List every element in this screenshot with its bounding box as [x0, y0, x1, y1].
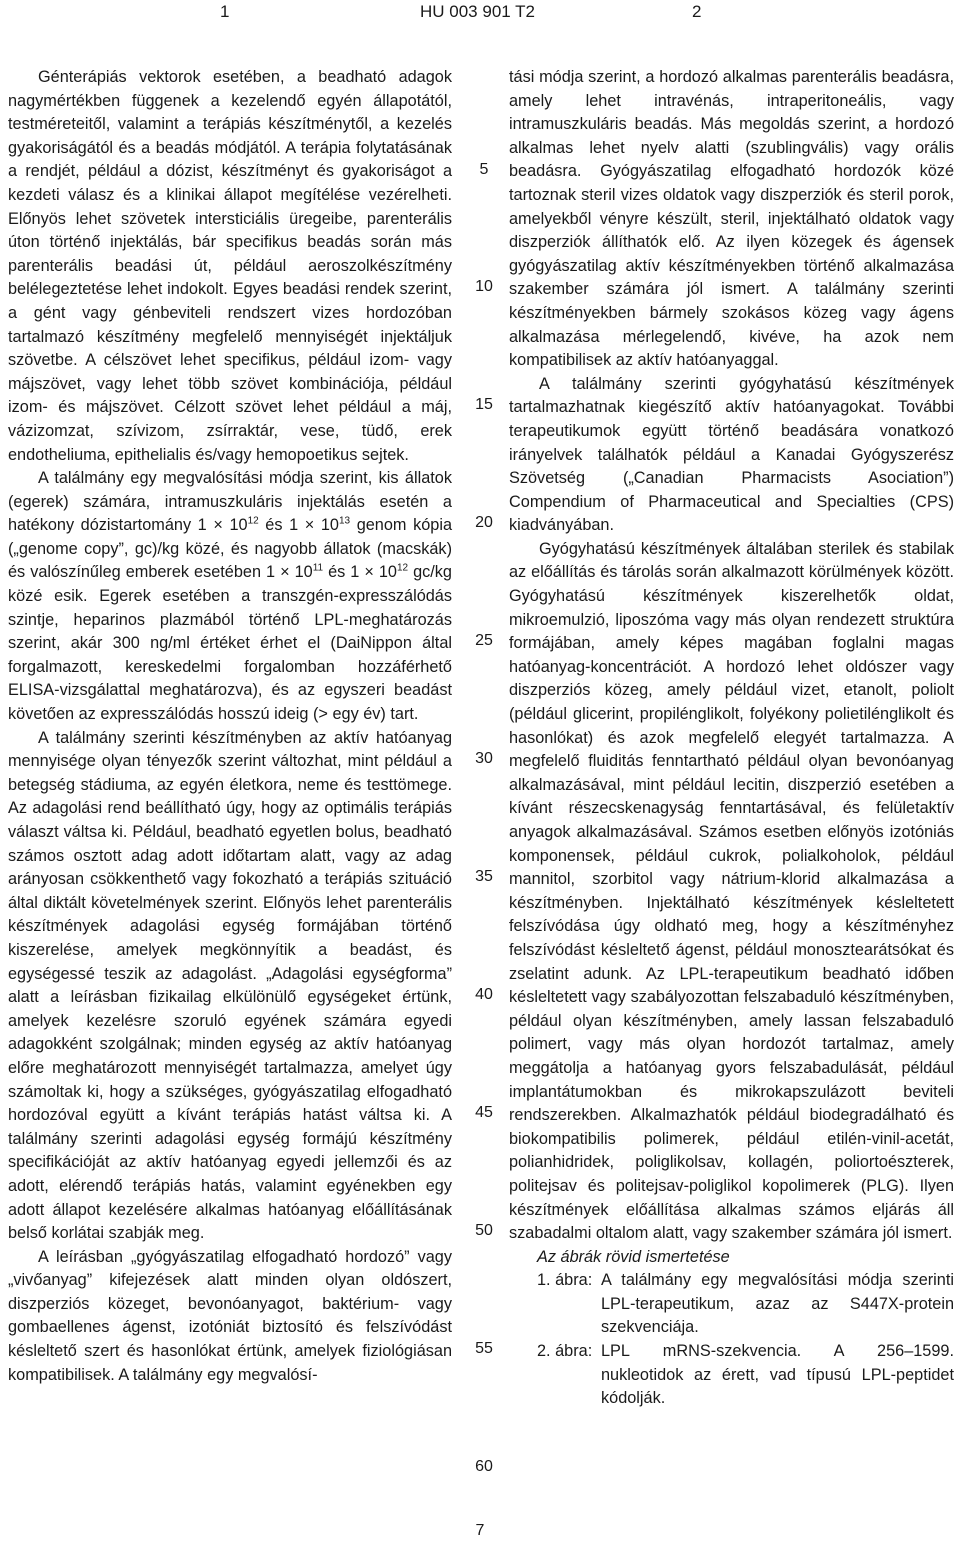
document-id: HU 003 901 T2: [420, 2, 535, 21]
paragraph: A leírásban „gyógyászatilag elfogadható hordozó” vagy „vivőanyag” kifejezések alatt minden olyan oldószert, diszperziós közeget, bevonóanyagot, baktérium- vagy gombaellenes ágenst, izotóniát biztosító és felszívódást késleltető szert és hasonlókat értünk, amelyek fiziológiásan kompatibilisek. A találmány egy megvalósí-: [8, 1247, 452, 1384]
paragraph: A találmány egy megvalósítási módja szerint, kis állatok (egerek) számára, intramuszkuláris injektálás esetén a hatékony dózistartomány $1 \times 10^{12}$ és $1 \times 10^{13}$ genom kópia („genome copy”, gc)/kg közé, és nagyobb állatok (macskák) és valószínűleg emberek esetében $1 \times 10^{11}$ és $1 \times 10^{12}$ gc/kg közé esik. Egerek esetében a transzgén-expresszálódás szintje, heparinos plazmából történő LPL-meghatározás szerint, akár 300 ng/ml értéket érhet el (DaiNippon által forgalmazott, kereskedelmi forgalomban hozzáférhető ELISA-vizsgálattal meghatározva), és az egyszeri beadást követően az expresszálódás hosszú ideig (> egy év) tart.: [8, 469, 452, 724]
paragraph: Gyógyhatású készítmények általában sterilek és stabilak az előállítás és tárolás során alkalmazott körülmények között. Gyógyhatású készítmények kiszerelhetők oldat, mikroemulzió, liposzóma vagy más olyan rendezett struktúra formájában, amely képes magában foglalni magas hatóanyag-koncentrációt. A hordozó lehet oldószer vagy diszperziós közeg, amely például vizet, etanolt, poliolt (például glicerint, propilénglikolt, folyékony polietilénglikolt és hasonlókat) és azok megfelelő elegyét tartalmazza. A megfelelő fluiditás fenntartható például olyan bevonóanyag alkalmazásával, mint például lecitin, diszperzió esetében a kívánt részecskenagyság fenntartásával, és felületaktív anyagok alkalmazásával. Számos esetben előnyös izotóniás komponensek, például cukrok, polialkoholok, például mannitol, szorbitol vagy nátrium-klorid alkalmazása a készítményben. Injektálható készítmények késleltetett felszívódása úgy oldható meg, hogy a készítményhez felszívódást késleltető ágenst, például monosztearátsókat és zselatint adunk. Az LPL-terapeutikum beadható időben késleltetett vagy szabályozottan felszabaduló készítményben, például olyan készítményben, amely lassan felszabaduló polimert, vagy más olyan hordozót tartalmaz, amely meggátolja a hatóanyag gyors felszabadulását, például implantátumokban és mikrokapszulázott beviteli rendszerekben. Alkalmazhatók például biodegradálható és biokompatibilis polimerek, például etilén-vinil-acetát, polianhidridek, poliglikolsav, kollagén, poliortoészterek, politejsav és politejsav-poliglikol kopolimerek (PLG). Ilyen készítmények előállítása alkalmas számos eljárás áll szabadalmi oltalom alatt, vagy szakember számára jól ismert.: [509, 539, 954, 1243]
figure-caption: [509, 1340, 954, 1411]
line-number: 20: [475, 514, 493, 531]
line-number: 10: [475, 278, 493, 295]
line-number: 40: [475, 986, 493, 1003]
figure-label: 1. ábra:: [537, 1271, 593, 1290]
line-number: 35: [475, 868, 493, 885]
right-page-number: 2: [692, 2, 702, 21]
paragraph: A találmány szerinti gyógyhatású készítmények tartalmazhatnak kiegészítő aktív hatóanyagokat. További terapeutikumok együtt történő beadására vonatkozó irányelvek találhatók például a Kanadai Gyógyszerész Szövetség („Canadian Pharmacists Asociation”) Compendium of Pharmaceutical and Specialties (CPS) kiadványában.: [509, 374, 954, 535]
line-number: 30: [475, 750, 493, 767]
figure-label: 2. ábra:: [537, 1342, 593, 1361]
line-number: 45: [475, 1104, 493, 1121]
paragraph: Génterápiás vektorok esetében, a beadható adagok nagymértékben függenek a kezelendő egyén állapotától, testméreteitől, valamint a terápiás készítménytől, a kezelés gyakoriságától és a beadás módjától. A terápia folytatásának a rendjét, például a dózist, készítményt és gyakoriságot a kezdeti válasz és a klinikai állapot megítélése vezérelheti. Előnyös lehet szövetek intersticiális üregeibe, parenterális úton történő injektálás, bár specifikus beadás során más parenterális beadási út, például aeroszolkészítmény belélegeztetése lehet indokolt. Egyes beadási rendek szerint, a gént vagy génbeviteli rendszert vizes hordozóban tartalmazó készítmény megfelelő mennyiségét injektáljuk szövetbe. A célszövet lehet specifikus, például izom- vagy májszövet, vagy lehet több szövet kombinációja, például izom- és májszövet. Célzott szövet lehet például a máj, vázizomzat, szívizom, zsírraktár, vese, tüdő, erek endotheliuma, epithelialis és/vagy hemopoetikus sejtek.: [8, 68, 452, 464]
line-number: 5: [479, 161, 489, 178]
line-number: 15: [475, 396, 493, 413]
line-number: 25: [475, 632, 493, 649]
left-column: [8, 66, 452, 1387]
footer-page-number: 7: [475, 1522, 485, 1539]
line-number: 55: [475, 1340, 493, 1357]
line-number: 60: [475, 1458, 493, 1475]
paragraph: tási módja szerint, a hordozó alkalmas parenterális beadásra, amely lehet intravénás, intraperitoneális, vagy intramuszkuláris beadás. Más megoldás szerint, a hordozó alkalmas lehet nyelv alatti (szublingvális) vagy orális beadásra. Gyógyászatilag elfogadható hordozók közé tartoznak steril vizes oldatok vagy diszperziók és steril porok, amelyekből vényre készült, steril, injektálható oldatok vagy diszperziók állíthatók elő. Az ilyen közegek és ágensek gyógyászatilag aktív készítményekben történő alkalmazása szakember számára jól ismert. A találmány szerinti készítményekben bármely szokásos közeg vagy ágens alkalmazása mérlegelendő, kivéve, ha azok nem kompatibilisek az aktív hatóanyaggal.: [509, 68, 954, 370]
line-number: 50: [475, 1222, 493, 1239]
figure-caption: [509, 1269, 954, 1340]
right-column: [509, 66, 954, 1411]
paragraph: A találmány szerinti készítményben az aktív hatóanyag mennyisége olyan tényezők szerint változhat, mint például a betegség stádiuma, az egyén életkora, neme és testtömege. Az adagolási rend beállítható úgy, hogy az optimális terápiás választ váltsa ki. Például, beadható egyetlen bolus, beadható számos osztott adag adott időtartam alatt, vagy az adag arányosan csökkenthető vagy fokozható a terápiás szituáció által diktált követelmények szerint. Előnyös lehet parenterális készítmények adagolási egység formájában történő kiszerelése, amelyek megkönnyítik a beadást, és egységessé teszik az adagolást. „Adagolási egységforma” alatt a leírásban fizikailag elkülönülő egységeket értünk, amelyek kezelésre szoruló egyének számára egyedi adagokként szolgálnak; minden egység az aktív hatóanyag előre meghatározott mennyiségét tartalmazza, amelyet úgy számoltak ki, hogy a szükséges, gyógyászatilag elfogadható hordozóval együtt a kívánt terápiás hatást váltsa ki. A találmány szerinti adagolási egység formájú készítmény specifikációját az aktív hatóanyag egyedi jellemzői és az adott, elérendő terápiás hatás, valamint egyénekben egy adott állapot kezelésére alkalmas hatóanyag előállításának belső korlátai szabják meg.: [8, 728, 452, 1243]
left-page-number: 1: [220, 2, 230, 21]
figure-text: LPL mRNS-szekvencia. A 256–1599. nukleotidok az érett, vad típusú LPL-peptidet kódolják.: [601, 1342, 954, 1408]
section-heading: Az ábrák rövid ismertetése: [537, 1247, 730, 1266]
figure-text: A találmány egy megvalósítási módja szerinti LPL-terapeutikum, azaz az S447X-protein szekvenciája.: [601, 1271, 954, 1337]
